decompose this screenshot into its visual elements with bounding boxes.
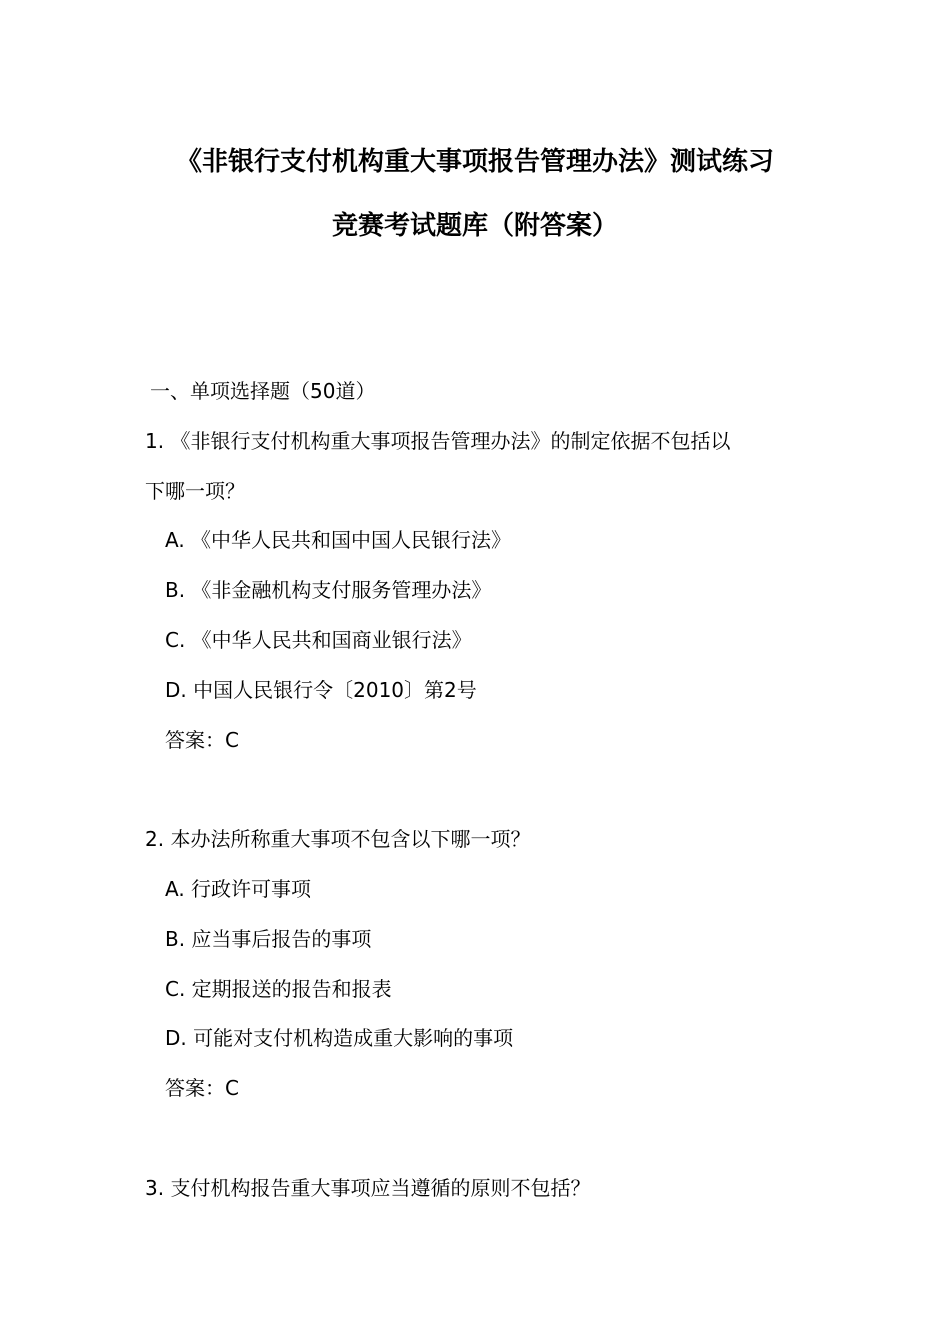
question-1-stem-line-2: 下哪一项？ [145,479,245,503]
document-title-line-1: 《非银行支付机构重大事项报告管理办法》测试练习 [175,147,774,177]
question-1-option-a: A. 《中华人民共和国中国人民银行法》 [165,528,512,552]
question-2-option-a: A. 行政许可事项 [165,877,312,901]
question-1-option-b: B. 《非金融机构支付服务管理办法》 [165,578,492,602]
question-2-stem: 2. 本办法所称重大事项不包含以下哪一项？ [145,827,531,851]
question-1-option-c: C. 《中华人民共和国商业银行法》 [165,628,472,652]
document-title-line-2: 竞赛考试题库（附答案） [331,211,618,241]
question-1-stem-line-1: 1. 《非银行支付机构重大事项报告管理办法》的制定依据不包括以 [145,429,731,453]
question-2-option-c: C. 定期报送的报告和报表 [165,977,392,1001]
question-2-option-b: B. 应当事后报告的事项 [165,927,372,951]
question-3-stem: 3. 支付机构报告重大事项应当遵循的原则不包括？ [145,1176,591,1200]
section-heading: 一、单项选择题（50道） [150,379,376,403]
question-2-option-d: D. 可能对支付机构造成重大影响的事项 [165,1026,514,1050]
question-1-answer: 答案：C [165,728,239,752]
question-1-option-d: D. 中国人民银行令〔2010〕第2号 [165,678,477,702]
question-2-answer: 答案：C [165,1076,239,1100]
